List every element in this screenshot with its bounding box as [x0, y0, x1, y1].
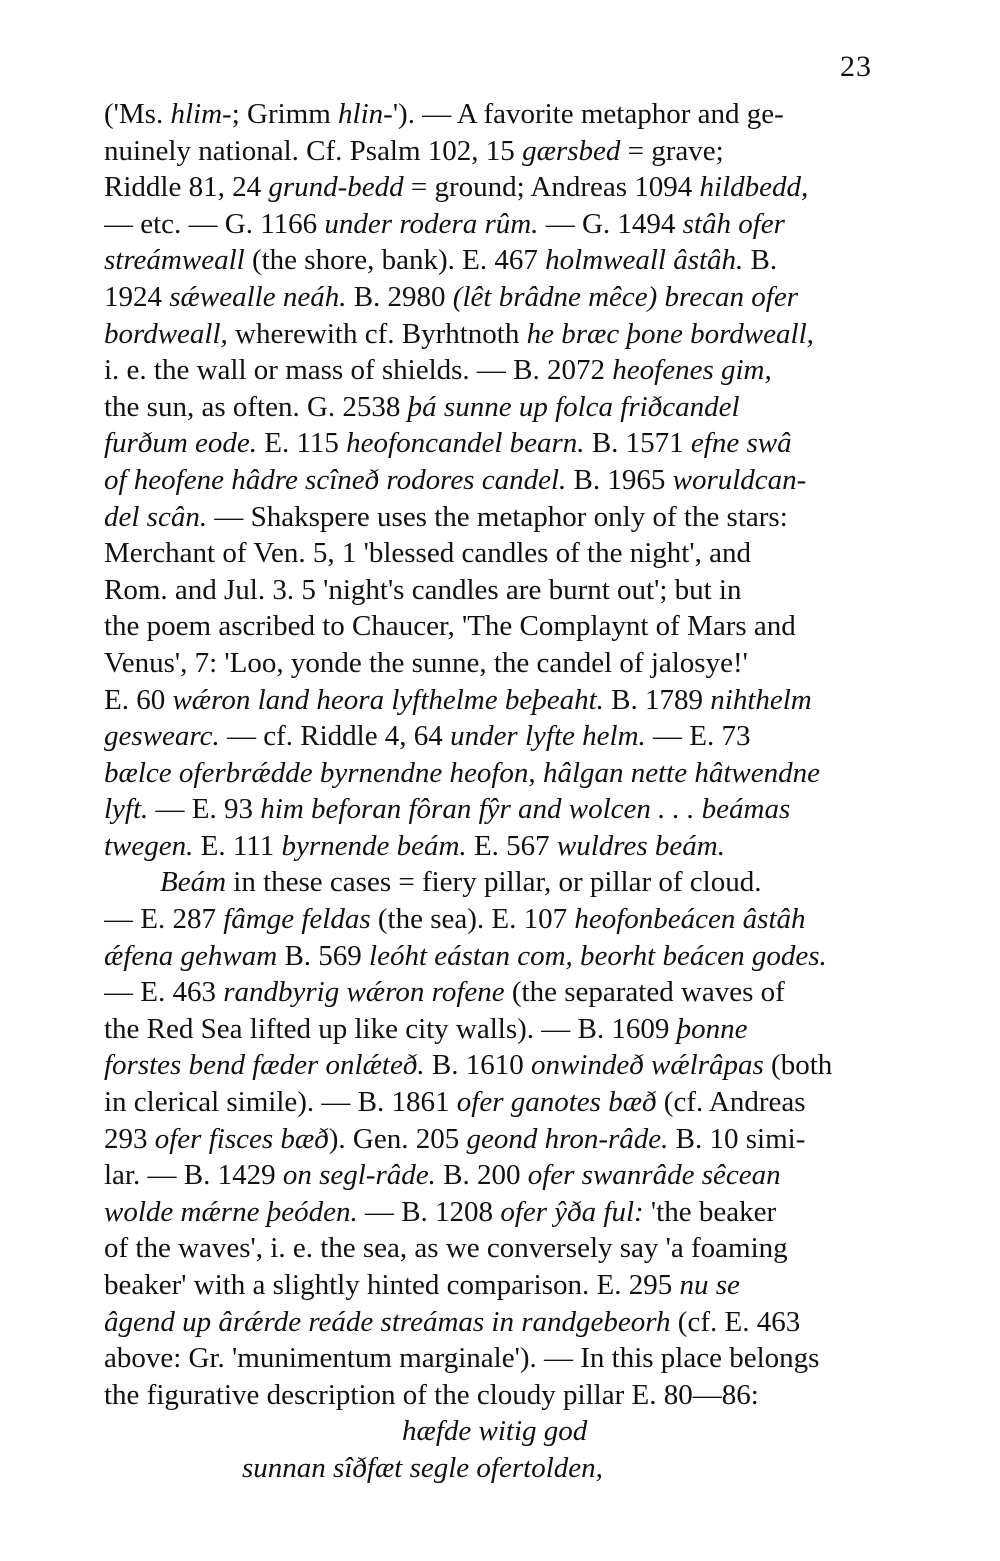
italic-segment: furðum eode.	[104, 427, 258, 460]
text-line	[104, 608, 868, 645]
italic-segment: âgend up ârǽrde reáde streámas in randgebeorh	[104, 1305, 671, 1338]
text-line	[104, 1413, 868, 1450]
text-line	[104, 1047, 868, 1084]
text-segment: 293	[104, 1122, 155, 1155]
italic-segment: on segl-râde.	[282, 1159, 436, 1192]
text-segment: B. 200	[435, 1159, 528, 1192]
text-segment: — Shakspere uses the metaphor only of the stars:	[207, 500, 788, 533]
italic-segment: he bræc þone bordweall,	[526, 317, 814, 350]
text-segment: B. 2980	[346, 280, 453, 313]
italic-segment: þonne	[676, 1012, 748, 1045]
text-segment: the Red Sea lifted up like city walls). — B. 1609	[104, 1012, 677, 1045]
text-line	[104, 645, 868, 682]
text-line	[104, 974, 868, 1011]
text-segment: E. 60	[104, 683, 173, 716]
italic-segment: sunnan sîðfæt segle ofertolden,	[242, 1451, 603, 1484]
italic-segment: wolde mǽrne þeóden.	[104, 1195, 358, 1228]
italic-segment: heofoncandel bearn.	[346, 427, 585, 460]
italic-segment: heofonbeácen âstâh	[574, 903, 806, 936]
italic-segment: geswearc.	[104, 720, 220, 753]
text-segment: Venus', 7: 'Loo, yonde the sunne, the candel of jalosye!'	[104, 646, 748, 679]
italic-segment: onwindeð wǽlrâpas	[530, 1049, 764, 1082]
text-line	[104, 279, 868, 316]
italic-segment: under rodera rûm.	[324, 207, 539, 240]
text-segment: = grave;	[620, 134, 724, 167]
text-segment: B. 1789	[603, 683, 711, 716]
italic-segment: ofer swanrâde sêcean	[527, 1159, 781, 1192]
text-segment: (the shore, bank). E. 467	[244, 244, 546, 277]
text-line	[104, 425, 868, 462]
text-segment: Merchant of Ven. 5, 1 'blessed candles of the night', and	[104, 537, 751, 570]
text-segment: (both	[763, 1049, 833, 1082]
italic-segment: hildbedd,	[699, 171, 809, 204]
text-segment: B.	[743, 244, 778, 277]
text-segment: — E. 93	[148, 793, 261, 826]
text-line	[104, 242, 868, 279]
text-segment: E. 567	[466, 829, 557, 862]
text-segment: in these cases = fiery pillar, or pillar of cloud.	[226, 866, 762, 899]
italic-segment: þá sunne up folca friðcandel	[407, 390, 740, 423]
page-number: 23	[840, 50, 872, 83]
text-segment: — B. 1208	[357, 1195, 501, 1228]
text-line	[104, 169, 868, 206]
text-line	[104, 572, 868, 609]
italic-segment: heofenes gim,	[612, 354, 772, 387]
text-segment: i. e. the wall or mass of shields. — B. 2072	[104, 354, 613, 387]
text-segment: — cf. Riddle 4, 64	[219, 720, 451, 753]
italic-segment: Beám	[160, 866, 227, 899]
text-line	[104, 206, 868, 243]
text-line	[104, 352, 868, 389]
text-segment: ('Ms.	[104, 98, 171, 130]
text-segment: (the separated waves of	[504, 976, 785, 1009]
italic-segment: nihthelm	[710, 683, 812, 716]
body-text	[104, 96, 868, 1487]
italic-segment: byrnende beám.	[281, 829, 467, 862]
text-line	[104, 535, 868, 572]
text-segment: B. 1610	[424, 1049, 531, 1082]
italic-segment: stâh ofer	[682, 207, 785, 240]
text-segment: — E. 73	[645, 720, 751, 753]
text-line	[104, 1121, 868, 1158]
text-line	[104, 1084, 868, 1121]
text-segment: — E. 463	[104, 976, 224, 1009]
text-segment: B. 1965	[566, 463, 673, 496]
text-line	[104, 133, 868, 170]
italic-segment: ǽfena gehwam	[104, 939, 278, 972]
text-line	[104, 499, 868, 536]
italic-segment: randbyrig wǽron rofene	[223, 976, 505, 1009]
italic-segment: hlim-	[170, 98, 232, 130]
text-segment: the figurative description of the cloudy pillar E. 80—86:	[104, 1378, 759, 1411]
text-segment: (cf. E. 463	[670, 1305, 801, 1338]
text-line	[104, 1340, 868, 1377]
italic-segment: ofer ŷða ful:	[500, 1195, 644, 1228]
text-segment: E. 115	[257, 427, 347, 460]
text-segment: in clerical simile). — B. 1861	[104, 1086, 457, 1119]
text-segment: beaker' with a slightly hinted comparison. E. 295	[104, 1269, 680, 1301]
text-line	[104, 1377, 868, 1414]
text-line	[104, 1157, 868, 1194]
text-segment: E. 111	[193, 829, 282, 862]
text-segment: B. 569	[277, 939, 370, 972]
italic-segment: hâlgan nette hâtwendne	[542, 756, 820, 789]
text-line	[104, 1450, 868, 1487]
text-segment: the sun, as often. G. 2538	[104, 390, 408, 423]
text-segment: B. 1571	[584, 427, 691, 460]
text-segment	[536, 757, 543, 789]
italic-segment: lyft.	[104, 793, 149, 826]
text-segment: ; Grimm	[231, 98, 339, 130]
italic-segment: of heofene hâdre scîneð rodores candel.	[104, 463, 567, 496]
text-line	[104, 1194, 868, 1231]
text-line	[104, 462, 868, 499]
italic-segment: efne swâ	[690, 427, 792, 460]
italic-segment: holmweall âstâh.	[545, 244, 744, 277]
text-line	[104, 316, 868, 353]
italic-segment: twegen.	[104, 829, 194, 862]
text-segment: Rom. and Jul. 3. 5 'night's candles are burnt out'; but in	[104, 573, 742, 606]
text-line	[104, 755, 868, 792]
italic-segment: him beforan fôran fŷr and wolcen . . . beámas	[260, 793, 791, 826]
italic-segment: leóht eástan com, beorht beácen godes.	[369, 939, 827, 972]
italic-segment: nu se	[679, 1269, 740, 1301]
text-segment: — G. 1494	[538, 207, 683, 240]
italic-segment: wǽron land heora lyfthelme beþeaht.	[172, 683, 604, 716]
italic-segment: under lyfte helm.	[450, 720, 646, 753]
italic-segment: hlin-	[338, 98, 393, 130]
text-segment: — E. 287	[104, 903, 224, 936]
italic-segment: ofer fisces bæð	[154, 1122, 329, 1155]
text-line	[104, 389, 868, 426]
italic-segment: geond hron-râde.	[466, 1122, 669, 1155]
text-segment: 'the beaker	[643, 1195, 777, 1228]
text-line	[104, 1267, 868, 1304]
italic-segment: grund-bedd	[268, 171, 404, 204]
text-line	[104, 718, 868, 755]
italic-segment: del scân.	[104, 500, 208, 533]
italic-segment: (lêt brâdne mêce) brecan ofer	[452, 280, 798, 313]
text-segment: above: Gr. 'munimentum marginale'). — In this place belongs	[104, 1342, 820, 1375]
text-line	[104, 682, 868, 719]
italic-segment: fâmge feldas	[223, 903, 371, 936]
text-segment: nuinely national. Cf. Psalm 102, 15	[104, 134, 523, 167]
italic-segment: hæfde witig god	[402, 1415, 588, 1448]
text-segment: Riddle 81, 24	[104, 171, 269, 204]
text-line	[104, 791, 868, 828]
italic-segment: ofer ganotes bæð	[456, 1086, 657, 1119]
text-segment: wherewith cf. Byrhtnoth	[227, 317, 527, 350]
text-line	[104, 1304, 868, 1341]
italic-segment: bælce oferbrǽdde byrnendne heofon,	[104, 756, 536, 789]
text-line	[104, 1011, 868, 1048]
italic-segment: wuldres beám.	[556, 829, 725, 862]
text-segment: 1924	[104, 280, 170, 313]
text-line	[104, 864, 868, 901]
italic-segment: bordweall,	[104, 317, 228, 350]
text-line	[104, 96, 868, 133]
text-segment: = ground; Andreas 1094	[403, 171, 700, 204]
italic-segment: gærsbed	[522, 134, 621, 167]
text-segment: '). — A favorite metaphor and ge-	[392, 98, 784, 130]
text-segment: ). Gen. 205	[328, 1122, 467, 1155]
italic-segment: sǽwealle neáh.	[169, 280, 347, 313]
text-line	[104, 901, 868, 938]
text-segment: — etc. — G. 1166	[104, 207, 325, 240]
italic-segment: woruldcan-	[672, 463, 807, 496]
text-line	[104, 828, 868, 865]
text-segment: (the sea). E. 107	[370, 903, 575, 936]
italic-segment: forstes bend fæder onlǽteð.	[104, 1049, 425, 1082]
text-line	[104, 1230, 868, 1267]
text-segment: the poem ascribed to Chaucer, 'The Complaynt of Mars and	[104, 610, 796, 643]
text-line	[104, 938, 868, 975]
italic-segment: streámweall	[104, 244, 245, 277]
text-segment: lar. — B. 1429	[104, 1159, 283, 1192]
text-segment: of the waves', i. e. the sea, as we conversely say 'a foaming	[104, 1232, 788, 1265]
text-segment: (cf. Andreas	[656, 1086, 806, 1119]
text-segment: B. 10 simi-	[668, 1122, 806, 1155]
